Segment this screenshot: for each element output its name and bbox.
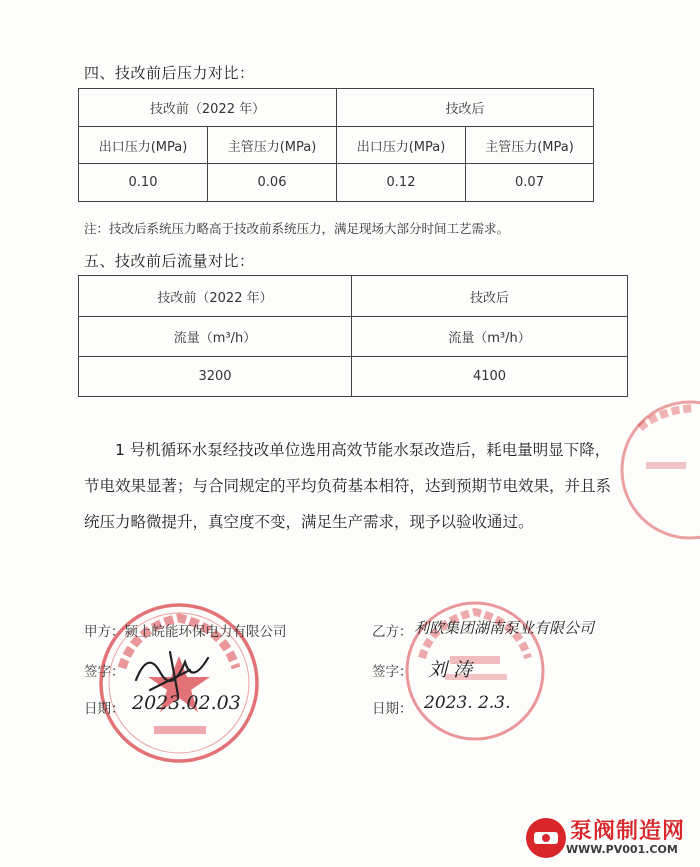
section4-heading: 四、技改前后压力对比： <box>84 64 255 82</box>
pressure-col-main-after: 主管压力(MPa) <box>466 127 594 164</box>
pressure-value-outlet-before: 0.10 <box>79 164 208 202</box>
flow-before-header: 技改前（2022 年） <box>79 276 352 317</box>
party-a-signature <box>130 640 220 700</box>
pressure-before-header: 技改前（2022 年） <box>79 89 337 127</box>
pressure-col-outlet-before: 出口压力(MPa) <box>79 127 208 164</box>
party-a-date-label: 日期： <box>84 701 125 717</box>
watermark-text: 泵阀制造网 <box>570 819 686 844</box>
pressure-col-main-before: 主管压力(MPa) <box>208 127 337 164</box>
flow-col-after: 流量（m³/h） <box>352 317 628 357</box>
party-b-label: 乙方： <box>372 624 413 640</box>
pressure-table <box>78 88 594 202</box>
section5-heading: 五、技改前后流量对比： <box>84 252 255 270</box>
flow-after-header: 技改后 <box>352 276 628 317</box>
flow-col-before: 流量（m³/h） <box>79 317 352 357</box>
flow-table <box>78 275 628 397</box>
acceptance-paragraph: 1 号机循环水泵经技改单位选用高效节能水泵改造后，耗电量明显下降，节电效果显著；与合同规定的平均负荷基本相符，达到预期节电效果，并且系统压力略微提升，真空度不变，满足生产需求，现予以验收通过。 <box>84 441 612 531</box>
watermark-url: WWW.PV001.COM <box>566 843 678 856</box>
pressure-value-main-after: 0.07 <box>466 164 594 202</box>
flow-value-before: 3200 <box>79 357 352 397</box>
pressure-note: 注：技改后系统压力略高于技改前系统压力，满足现场大部分时间工艺需求。 <box>84 221 510 236</box>
party-a-label: 甲方：颍上皖能环保电力有限公司 <box>84 624 287 640</box>
pressure-after-header: 技改后 <box>337 89 594 127</box>
party-b-signature: 刘 涛 <box>428 659 473 681</box>
edge-seal-stamp <box>600 400 700 550</box>
party-b-date-value: 2023. 2.3. <box>424 693 511 713</box>
pressure-col-outlet-after: 出口压力(MPa) <box>337 127 466 164</box>
party-b-sign-label: 签字： <box>372 664 413 680</box>
party-a-date-value: 2023.02.03 <box>132 692 241 714</box>
pressure-value-main-before: 0.06 <box>208 164 337 202</box>
party-a-sign-label: 签字： <box>84 664 125 680</box>
party-b-date-label: 日期： <box>372 701 413 717</box>
pressure-value-outlet-after: 0.12 <box>337 164 466 202</box>
party-b-name: 利欧集团湖南泵业有限公司 <box>414 619 595 637</box>
flow-value-after: 4100 <box>352 357 628 397</box>
